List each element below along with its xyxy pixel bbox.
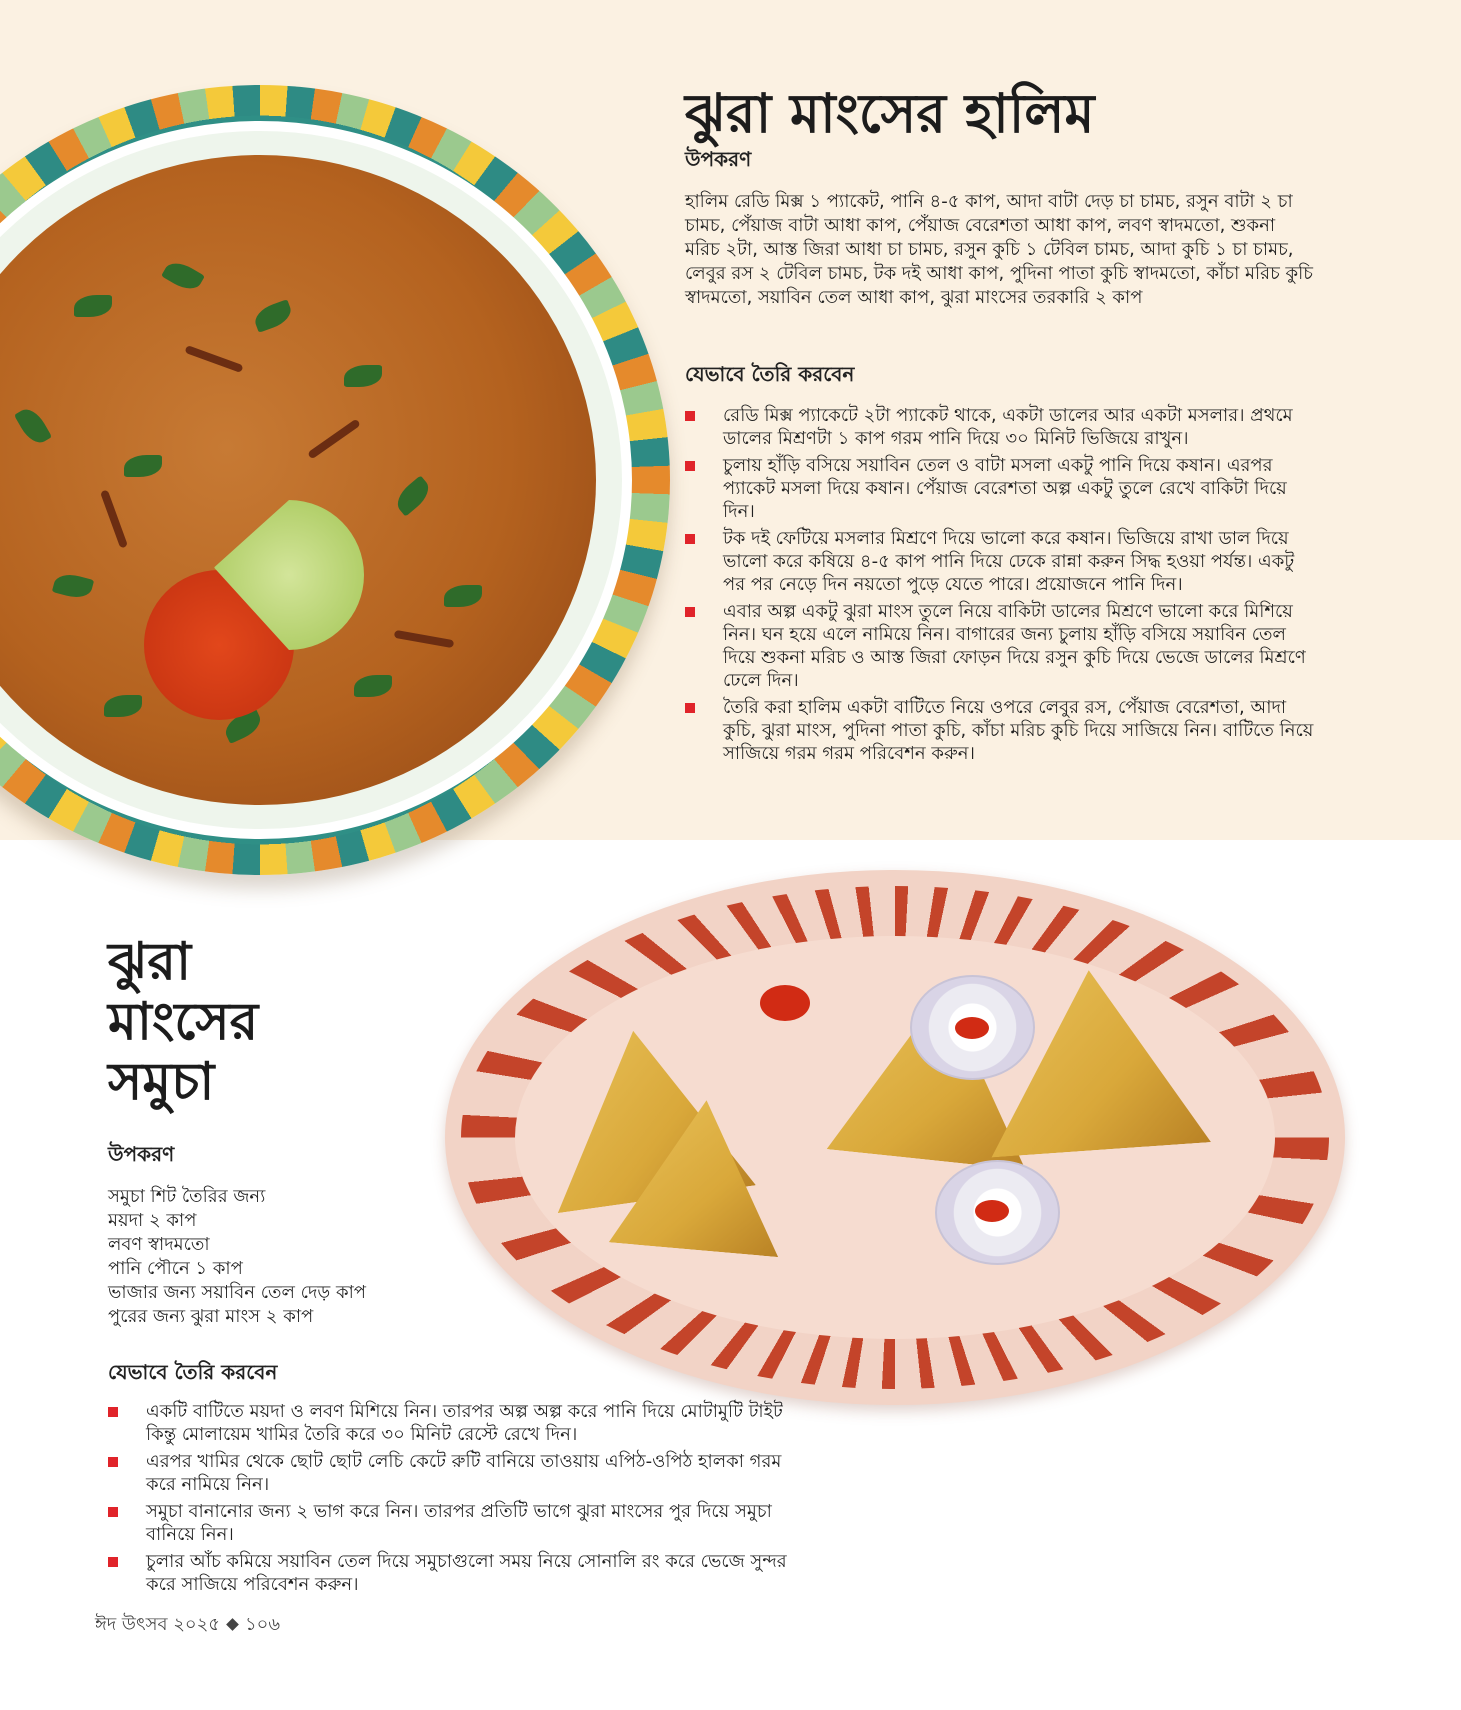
mint-leaf: [124, 455, 162, 477]
diamond-icon: [226, 1618, 239, 1631]
haleem-step: [685, 404, 1315, 450]
ingredient-line: ময়দা ২ কাপ: [108, 1210, 197, 1231]
ingredient-line: পানি পৌনে ১ কাপ: [108, 1258, 243, 1279]
haleem-ingredients-text: হালিম রেডি মিক্স ১ প্যাকেট, পানি ৪-৫ কাপ, আদা বাটা দেড় চা চামচ, রসুন বাটা ২ চা চামচ, পেঁয়াজ বাটা আধা কাপ, পেঁয়াজ বেরেশতা আধা কাপ, লবণ স্বাদমতো, শুকনা মরিচ ২টা, আস্ত জিরা আধা চা চামচ, রসুন কুচি ১ টেবিল চামচ, আদা কুচি ১ চা চামচ, লেবুর রস ২ টেবিল চামচ, টক দই আধা কাপ, পুদিনা পাতা কুচি স্বাদমতো, কাঁচা মরিচ কুচি স্বাদমতো, সয়াবিন তেল আধা কাপ, ঝুরা মাংসের তরকারি ২ কাপ: [685, 191, 1313, 308]
ketchup-drop: [760, 985, 810, 1021]
samosa-method-heading: যেভাবে তৈরি করবেন: [108, 1360, 278, 1384]
mint-leaf: [104, 695, 142, 717]
mint-leaf: [391, 475, 434, 516]
mint-leaf: [354, 675, 392, 697]
title-line: মাংসের: [108, 991, 259, 1052]
fried-onion: [184, 345, 243, 373]
samosa-step: [108, 1450, 788, 1496]
bullet-icon: [685, 411, 695, 421]
mint-leaf: [344, 365, 382, 387]
samosa-ingredients-list: [108, 1185, 468, 1329]
bullet-icon: [685, 607, 695, 617]
ingredient-line: পুরের জন্য ঝুরা মাংস ২ কাপ: [108, 1306, 314, 1327]
mint-leaf: [52, 570, 94, 601]
step-text: তৈরি করা হালিম একটা বাটিতে নিয়ে ওপরে লেবুর রস, পেঁয়াজ বেরেশতা, আদা কুচি, ঝুরা মাংস, পুদিনা পাতা কুচি, কাঁচা মরিচ কুচি দিয়ে সাজিয়ে নিন। বাটিতে নিয়ে সাজিয়ে গরম গরম পরিবেশন করুন।: [723, 697, 1314, 764]
bullet-icon: [685, 534, 695, 544]
fried-onion: [100, 489, 128, 548]
samosa-step: [108, 1500, 788, 1546]
publication-name: ঈদ উৎসব ২০২৫: [95, 1614, 220, 1635]
bowl-rim: [0, 121, 632, 839]
mint-leaf: [161, 257, 205, 295]
step-text: এবার অল্প একটু ঝুরা মাংস তুলে নিয়ে বাকিটা ডালের মিশ্রণে ভালো করে মিশিয়ে নিন। ঘন হয়ে এলে নামিয়ে নিন। বাগারের জন্য চুলায় হাঁড়ি বসিয়ে সয়াবিন তেল দিয়ে শুকনা মরিচ ও আস্ত জিরা ফোড়ন দিয়ে রসুন কুচি দিয়ে ভেজে ডালের মিশ্রণে ঢেলে দিন।: [723, 601, 1306, 691]
fried-onion: [394, 630, 454, 648]
step-text: সমুচা বানানোর জন্য ২ ভাগ করে নিন। তারপর প্রতিটি ভাগে ঝুরা মাংসের পুর দিয়ে সমুচা বানিয়ে নিন।: [146, 1501, 772, 1545]
mint-leaf: [74, 295, 112, 317]
haleem-surface: [0, 155, 596, 805]
haleem-step: [685, 527, 1315, 596]
step-text: রেডি মিক্স প্যাকেটে ২টা প্যাকেট থাকে, একটা ডালের আর একটা মসলার। প্রথমে ডালের মিশ্রণটা ১ কাপ গরম পানি দিয়ে ৩০ মিনিট ভিজিয়ে রাখুন।: [723, 405, 1293, 449]
samosa-steps-list: [108, 1400, 788, 1600]
samosa-title: [108, 932, 438, 1112]
haleem-method-heading: যেভাবে তৈরি করবেন: [685, 362, 855, 386]
haleem-ingredients-heading: উপকরণ: [685, 147, 752, 171]
step-text: টক দই ফেটিয়ে মসলার মিশ্রণে দিয়ে ভালো করে কষান। ভিজিয়ে রাখা ডাল দিয়ে ভালো করে কষিয়ে ৪-৫ কাপ পানি দিয়ে ঢেকে রান্না করুন সিদ্ধ হওয়া পর্যন্ত। একটু পর পর নেড়ে দিন নয়তো পুড়ে যেতে পারে। প্রয়োজনে পানি দিন।: [723, 528, 1295, 595]
ketchup-drop: [955, 1017, 989, 1039]
haleem-steps-list: [685, 404, 1315, 769]
bullet-icon: [108, 1457, 118, 1467]
step-text: এরপর খামির থেকে ছোট ছোট লেচি কেটে রুটি বানিয়ে তাওয়ায় এপিঠ-ওপিঠ হালকা গরম করে নামিয়ে নিন।: [146, 1451, 782, 1495]
ingredient-line: সমুচা শিট তৈরির জন্য: [108, 1186, 266, 1207]
bullet-icon: [108, 1407, 118, 1417]
ketchup-drop: [975, 1200, 1009, 1222]
mint-leaf: [251, 299, 294, 333]
samosa-step: [108, 1400, 788, 1446]
fried-onion: [307, 419, 361, 460]
bullet-icon: [108, 1507, 118, 1517]
bullet-icon: [108, 1557, 118, 1567]
step-text: একটি বাটিতে ময়দা ও লবণ মিশিয়ে নিন। তারপর অল্প অল্প করে পানি দিয়ে মোটামুটি টাইট কিন্তু মোলায়েম খামির তৈরি করে ৩০ মিনিট রেস্টে রেখে দিন।: [146, 1401, 783, 1445]
haleem-title: ঝুরা মাংসের হালিম: [685, 81, 1095, 145]
samosa-step: [108, 1550, 788, 1596]
step-text: চুলার আঁচ কমিয়ে সয়াবিন তেল দিয়ে সমুচাগুলো সময় নিয়ে সোনালি রং করে ভেজে সুন্দর করে সাজিয়ে পরিবেশন করুন।: [146, 1551, 787, 1595]
step-text: চুলায় হাঁড়ি বসিয়ে সয়াবিন তেল ও বাটা মসলা একটু পানি দিয়ে কষান। এরপর প্যাকেট মসলা দিয়ে কষান। পেঁয়াজ বেরেশতা অল্প একটু তুলে রেখে বাকিটা দিয়ে দিন।: [723, 455, 1287, 522]
samosa-ingredients-heading: উপকরণ: [108, 1142, 175, 1166]
title-line: সমুচা: [108, 1051, 215, 1112]
mint-leaf: [14, 404, 52, 448]
haleem-step: [685, 454, 1315, 523]
haleem-step: [685, 696, 1315, 765]
title-line: ঝুরা: [108, 931, 192, 992]
ingredient-line: লবণ স্বাদমতো: [108, 1234, 210, 1255]
page-footer: [95, 1610, 280, 1641]
page-number: ১০৬: [245, 1614, 281, 1635]
bullet-icon: [685, 703, 695, 713]
ingredient-line: ভাজার জন্য সয়াবিন তেল দেড় কাপ: [108, 1282, 367, 1303]
haleem-step: [685, 600, 1315, 692]
samosa-plate-image: [445, 870, 1345, 1405]
bullet-icon: [685, 461, 695, 471]
mint-leaf: [444, 585, 482, 607]
